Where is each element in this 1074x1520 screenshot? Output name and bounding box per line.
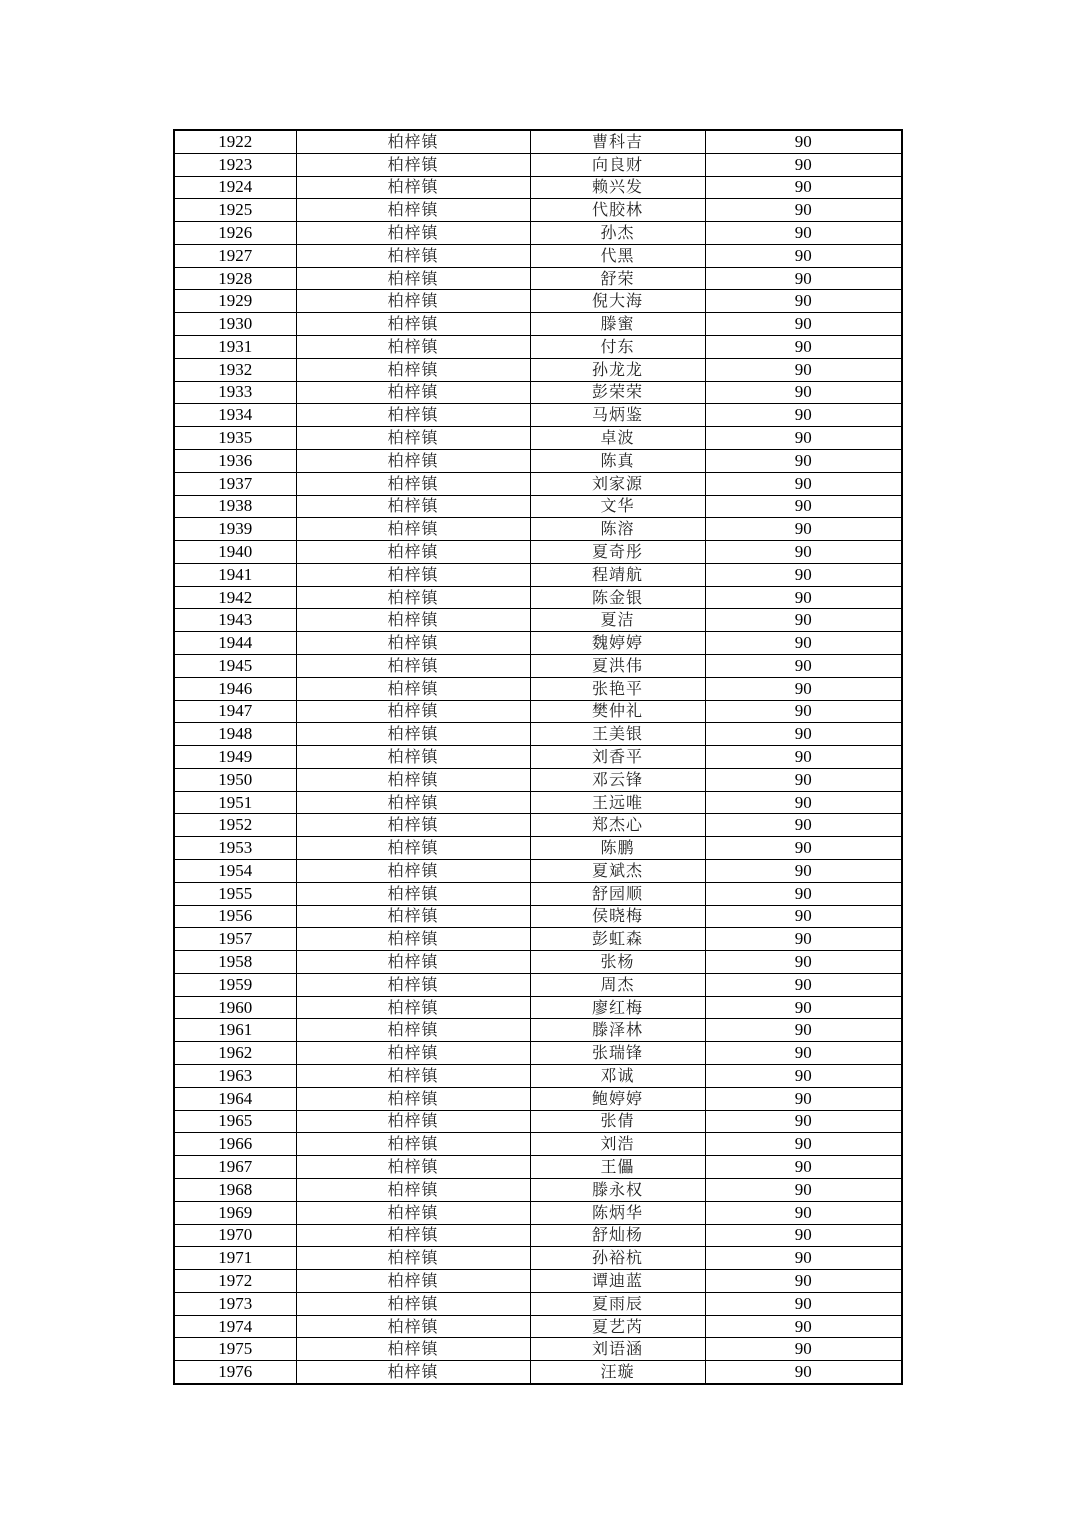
table-row	[174, 222, 902, 245]
table-row	[174, 290, 902, 313]
table-row	[174, 1042, 902, 1065]
town-cell: 柏梓镇	[296, 677, 530, 700]
person-name-cell: 邓诚	[530, 1065, 705, 1088]
score-cell: 90	[705, 723, 902, 746]
row-number-cell: 1972	[174, 1270, 296, 1293]
person-name-cell: 王美银	[530, 723, 705, 746]
table-row	[174, 1156, 902, 1179]
person-name-cell: 舒园顺	[530, 882, 705, 905]
town-cell: 柏梓镇	[296, 518, 530, 541]
score-cell: 90	[705, 1019, 902, 1042]
table-row	[174, 700, 902, 723]
town-cell: 柏梓镇	[296, 449, 530, 472]
row-number-cell: 1925	[174, 199, 296, 222]
score-cell: 90	[705, 814, 902, 837]
row-number-cell: 1940	[174, 541, 296, 564]
person-name-cell: 陈金银	[530, 586, 705, 609]
score-cell: 90	[705, 1292, 902, 1315]
score-cell: 90	[705, 563, 902, 586]
score-cell: 90	[705, 654, 902, 677]
town-cell: 柏梓镇	[296, 1065, 530, 1088]
row-number-cell: 1965	[174, 1110, 296, 1133]
row-number-cell: 1976	[174, 1361, 296, 1384]
score-cell: 90	[705, 336, 902, 359]
row-number-cell: 1937	[174, 472, 296, 495]
roster-table-body	[174, 130, 902, 1384]
person-name-cell: 邓云锋	[530, 768, 705, 791]
row-number-cell: 1929	[174, 290, 296, 313]
row-number-cell: 1934	[174, 404, 296, 427]
table-row	[174, 1110, 902, 1133]
row-number-cell: 1938	[174, 495, 296, 518]
person-name-cell: 倪大海	[530, 290, 705, 313]
town-cell: 柏梓镇	[296, 1315, 530, 1338]
table-row	[174, 1178, 902, 1201]
person-name-cell: 舒灿杨	[530, 1224, 705, 1247]
row-number-cell: 1966	[174, 1133, 296, 1156]
score-cell: 90	[705, 700, 902, 723]
town-cell: 柏梓镇	[296, 609, 530, 632]
table-row	[174, 176, 902, 199]
person-name-cell: 陈鹏	[530, 837, 705, 860]
row-number-cell: 1960	[174, 996, 296, 1019]
table-row	[174, 677, 902, 700]
table-row	[174, 973, 902, 996]
row-number-cell: 1973	[174, 1292, 296, 1315]
person-name-cell: 刘浩	[530, 1133, 705, 1156]
town-cell: 柏梓镇	[296, 1019, 530, 1042]
town-cell: 柏梓镇	[296, 381, 530, 404]
score-cell: 90	[705, 677, 902, 700]
town-cell: 柏梓镇	[296, 973, 530, 996]
town-cell: 柏梓镇	[296, 1178, 530, 1201]
score-cell: 90	[705, 768, 902, 791]
table-row	[174, 130, 902, 153]
row-number-cell: 1923	[174, 153, 296, 176]
person-name-cell: 孙杰	[530, 222, 705, 245]
town-cell: 柏梓镇	[296, 882, 530, 905]
table-row	[174, 1270, 902, 1293]
score-cell: 90	[705, 541, 902, 564]
row-number-cell: 1930	[174, 313, 296, 336]
person-name-cell: 卓波	[530, 427, 705, 450]
person-name-cell: 刘语涵	[530, 1338, 705, 1361]
town-cell: 柏梓镇	[296, 837, 530, 860]
score-cell: 90	[705, 1361, 902, 1384]
town-cell: 柏梓镇	[296, 586, 530, 609]
person-name-cell: 周杰	[530, 973, 705, 996]
row-number-cell: 1945	[174, 654, 296, 677]
table-row	[174, 449, 902, 472]
person-name-cell: 刘香平	[530, 746, 705, 769]
score-cell: 90	[705, 882, 902, 905]
person-name-cell: 王儡	[530, 1156, 705, 1179]
score-cell: 90	[705, 495, 902, 518]
person-name-cell: 郑杰心	[530, 814, 705, 837]
score-cell: 90	[705, 518, 902, 541]
score-cell: 90	[705, 905, 902, 928]
row-number-cell: 1947	[174, 700, 296, 723]
person-name-cell: 夏洪伟	[530, 654, 705, 677]
row-number-cell: 1975	[174, 1338, 296, 1361]
town-cell: 柏梓镇	[296, 928, 530, 951]
score-cell: 90	[705, 1133, 902, 1156]
person-name-cell: 陈炳华	[530, 1201, 705, 1224]
table-row	[174, 495, 902, 518]
person-name-cell: 马炳鉴	[530, 404, 705, 427]
row-number-cell: 1968	[174, 1178, 296, 1201]
town-cell: 柏梓镇	[296, 860, 530, 883]
town-cell: 柏梓镇	[296, 472, 530, 495]
score-cell: 90	[705, 1338, 902, 1361]
town-cell: 柏梓镇	[296, 1361, 530, 1384]
score-cell: 90	[705, 153, 902, 176]
row-number-cell: 1943	[174, 609, 296, 632]
town-cell: 柏梓镇	[296, 495, 530, 518]
row-number-cell: 1964	[174, 1087, 296, 1110]
town-cell: 柏梓镇	[296, 222, 530, 245]
town-cell: 柏梓镇	[296, 905, 530, 928]
row-number-cell: 1967	[174, 1156, 296, 1179]
table-row	[174, 267, 902, 290]
table-row	[174, 244, 902, 267]
score-cell: 90	[705, 290, 902, 313]
town-cell: 柏梓镇	[296, 1292, 530, 1315]
row-number-cell: 1932	[174, 358, 296, 381]
score-cell: 90	[705, 1042, 902, 1065]
score-cell: 90	[705, 1178, 902, 1201]
row-number-cell: 1924	[174, 176, 296, 199]
score-cell: 90	[705, 1156, 902, 1179]
row-number-cell: 1939	[174, 518, 296, 541]
score-cell: 90	[705, 244, 902, 267]
roster-table	[173, 129, 903, 1385]
table-row	[174, 1361, 902, 1384]
person-name-cell: 夏洁	[530, 609, 705, 632]
town-cell: 柏梓镇	[296, 427, 530, 450]
town-cell: 柏梓镇	[296, 1087, 530, 1110]
row-number-cell: 1933	[174, 381, 296, 404]
person-name-cell: 文华	[530, 495, 705, 518]
table-row	[174, 996, 902, 1019]
score-cell: 90	[705, 837, 902, 860]
table-row	[174, 1315, 902, 1338]
table-row	[174, 1292, 902, 1315]
score-cell: 90	[705, 1224, 902, 1247]
person-name-cell: 夏雨辰	[530, 1292, 705, 1315]
town-cell: 柏梓镇	[296, 267, 530, 290]
table-row	[174, 928, 902, 951]
person-name-cell: 向良财	[530, 153, 705, 176]
town-cell: 柏梓镇	[296, 563, 530, 586]
row-number-cell: 1970	[174, 1224, 296, 1247]
score-cell: 90	[705, 176, 902, 199]
score-cell: 90	[705, 472, 902, 495]
town-cell: 柏梓镇	[296, 199, 530, 222]
town-cell: 柏梓镇	[296, 654, 530, 677]
table-row	[174, 1338, 902, 1361]
row-number-cell: 1963	[174, 1065, 296, 1088]
table-row	[174, 404, 902, 427]
person-name-cell: 张艳平	[530, 677, 705, 700]
person-name-cell: 王远唯	[530, 791, 705, 814]
row-number-cell: 1957	[174, 928, 296, 951]
score-cell: 90	[705, 267, 902, 290]
person-name-cell: 彭荣荣	[530, 381, 705, 404]
town-cell: 柏梓镇	[296, 791, 530, 814]
table-row	[174, 791, 902, 814]
row-number-cell: 1974	[174, 1315, 296, 1338]
town-cell: 柏梓镇	[296, 632, 530, 655]
person-name-cell: 谭迪蓝	[530, 1270, 705, 1293]
table-row	[174, 563, 902, 586]
town-cell: 柏梓镇	[296, 153, 530, 176]
row-number-cell: 1953	[174, 837, 296, 860]
town-cell: 柏梓镇	[296, 1201, 530, 1224]
table-row	[174, 313, 902, 336]
row-number-cell: 1941	[174, 563, 296, 586]
score-cell: 90	[705, 996, 902, 1019]
table-row	[174, 381, 902, 404]
person-name-cell: 夏斌杰	[530, 860, 705, 883]
town-cell: 柏梓镇	[296, 1247, 530, 1270]
town-cell: 柏梓镇	[296, 746, 530, 769]
row-number-cell: 1962	[174, 1042, 296, 1065]
row-number-cell: 1948	[174, 723, 296, 746]
town-cell: 柏梓镇	[296, 996, 530, 1019]
person-name-cell: 彭虹森	[530, 928, 705, 951]
town-cell: 柏梓镇	[296, 951, 530, 974]
row-number-cell: 1931	[174, 336, 296, 359]
town-cell: 柏梓镇	[296, 1133, 530, 1156]
score-cell: 90	[705, 358, 902, 381]
score-cell: 90	[705, 609, 902, 632]
person-name-cell: 张瑞锋	[530, 1042, 705, 1065]
score-cell: 90	[705, 1270, 902, 1293]
score-cell: 90	[705, 1247, 902, 1270]
person-name-cell: 樊仲礼	[530, 700, 705, 723]
row-number-cell: 1949	[174, 746, 296, 769]
table-row	[174, 814, 902, 837]
score-cell: 90	[705, 586, 902, 609]
table-row	[174, 951, 902, 974]
score-cell: 90	[705, 381, 902, 404]
row-number-cell: 1926	[174, 222, 296, 245]
table-row	[174, 472, 902, 495]
person-name-cell: 滕蜜	[530, 313, 705, 336]
table-row	[174, 1224, 902, 1247]
table-row	[174, 654, 902, 677]
table-row	[174, 1065, 902, 1088]
row-number-cell: 1946	[174, 677, 296, 700]
row-number-cell: 1935	[174, 427, 296, 450]
town-cell: 柏梓镇	[296, 1338, 530, 1361]
town-cell: 柏梓镇	[296, 358, 530, 381]
table-row	[174, 1087, 902, 1110]
table-row	[174, 358, 902, 381]
town-cell: 柏梓镇	[296, 404, 530, 427]
score-cell: 90	[705, 746, 902, 769]
score-cell: 90	[705, 1315, 902, 1338]
table-row	[174, 746, 902, 769]
table-row	[174, 541, 902, 564]
person-name-cell: 侯晓梅	[530, 905, 705, 928]
table-row	[174, 723, 902, 746]
table-row	[174, 609, 902, 632]
person-name-cell: 汪璇	[530, 1361, 705, 1384]
row-number-cell: 1922	[174, 130, 296, 153]
table-row	[174, 768, 902, 791]
score-cell: 90	[705, 1110, 902, 1133]
town-cell: 柏梓镇	[296, 1042, 530, 1065]
row-number-cell: 1944	[174, 632, 296, 655]
town-cell: 柏梓镇	[296, 768, 530, 791]
row-number-cell: 1971	[174, 1247, 296, 1270]
row-number-cell: 1969	[174, 1201, 296, 1224]
score-cell: 90	[705, 199, 902, 222]
table-row	[174, 518, 902, 541]
row-number-cell: 1958	[174, 951, 296, 974]
row-number-cell: 1955	[174, 882, 296, 905]
table-row	[174, 153, 902, 176]
score-cell: 90	[705, 449, 902, 472]
person-name-cell: 陈溶	[530, 518, 705, 541]
row-number-cell: 1936	[174, 449, 296, 472]
town-cell: 柏梓镇	[296, 1224, 530, 1247]
table-row	[174, 427, 902, 450]
row-number-cell: 1952	[174, 814, 296, 837]
table-row	[174, 199, 902, 222]
table-row	[174, 632, 902, 655]
town-cell: 柏梓镇	[296, 700, 530, 723]
person-name-cell: 赖兴发	[530, 176, 705, 199]
town-cell: 柏梓镇	[296, 814, 530, 837]
town-cell: 柏梓镇	[296, 244, 530, 267]
score-cell: 90	[705, 404, 902, 427]
table-row	[174, 860, 902, 883]
row-number-cell: 1956	[174, 905, 296, 928]
score-cell: 90	[705, 1065, 902, 1088]
person-name-cell: 滕永权	[530, 1178, 705, 1201]
town-cell: 柏梓镇	[296, 313, 530, 336]
person-name-cell: 夏艺芮	[530, 1315, 705, 1338]
table-row	[174, 1133, 902, 1156]
town-cell: 柏梓镇	[296, 336, 530, 359]
person-name-cell: 张杨	[530, 951, 705, 974]
town-cell: 柏梓镇	[296, 176, 530, 199]
row-number-cell: 1942	[174, 586, 296, 609]
person-name-cell: 滕泽林	[530, 1019, 705, 1042]
score-cell: 90	[705, 791, 902, 814]
table-row	[174, 905, 902, 928]
town-cell: 柏梓镇	[296, 1110, 530, 1133]
score-cell: 90	[705, 973, 902, 996]
person-name-cell: 程靖航	[530, 563, 705, 586]
person-name-cell: 廖红梅	[530, 996, 705, 1019]
town-cell: 柏梓镇	[296, 541, 530, 564]
score-cell: 90	[705, 313, 902, 336]
person-name-cell: 付东	[530, 336, 705, 359]
row-number-cell: 1961	[174, 1019, 296, 1042]
row-number-cell: 1951	[174, 791, 296, 814]
row-number-cell: 1950	[174, 768, 296, 791]
town-cell: 柏梓镇	[296, 723, 530, 746]
table-row	[174, 586, 902, 609]
person-name-cell: 舒荣	[530, 267, 705, 290]
person-name-cell: 陈真	[530, 449, 705, 472]
row-number-cell: 1927	[174, 244, 296, 267]
person-name-cell: 代黑	[530, 244, 705, 267]
person-name-cell: 刘家源	[530, 472, 705, 495]
person-name-cell: 曹科吉	[530, 130, 705, 153]
table-row	[174, 1201, 902, 1224]
person-name-cell: 孙龙龙	[530, 358, 705, 381]
row-number-cell: 1954	[174, 860, 296, 883]
town-cell: 柏梓镇	[296, 1270, 530, 1293]
score-cell: 90	[705, 130, 902, 153]
score-cell: 90	[705, 1201, 902, 1224]
score-cell: 90	[705, 1087, 902, 1110]
row-number-cell: 1928	[174, 267, 296, 290]
table-row	[174, 336, 902, 359]
score-cell: 90	[705, 222, 902, 245]
score-cell: 90	[705, 632, 902, 655]
score-cell: 90	[705, 928, 902, 951]
table-row	[174, 1247, 902, 1270]
table-row	[174, 837, 902, 860]
town-cell: 柏梓镇	[296, 130, 530, 153]
person-name-cell: 代胶林	[530, 199, 705, 222]
row-number-cell: 1959	[174, 973, 296, 996]
town-cell: 柏梓镇	[296, 1156, 530, 1179]
person-name-cell: 夏奇彤	[530, 541, 705, 564]
person-name-cell: 鲍婷婷	[530, 1087, 705, 1110]
table-row	[174, 1019, 902, 1042]
town-cell: 柏梓镇	[296, 290, 530, 313]
score-cell: 90	[705, 427, 902, 450]
person-name-cell: 魏婷婷	[530, 632, 705, 655]
score-cell: 90	[705, 860, 902, 883]
person-name-cell: 张倩	[530, 1110, 705, 1133]
table-row	[174, 882, 902, 905]
score-cell: 90	[705, 951, 902, 974]
person-name-cell: 孙裕杭	[530, 1247, 705, 1270]
